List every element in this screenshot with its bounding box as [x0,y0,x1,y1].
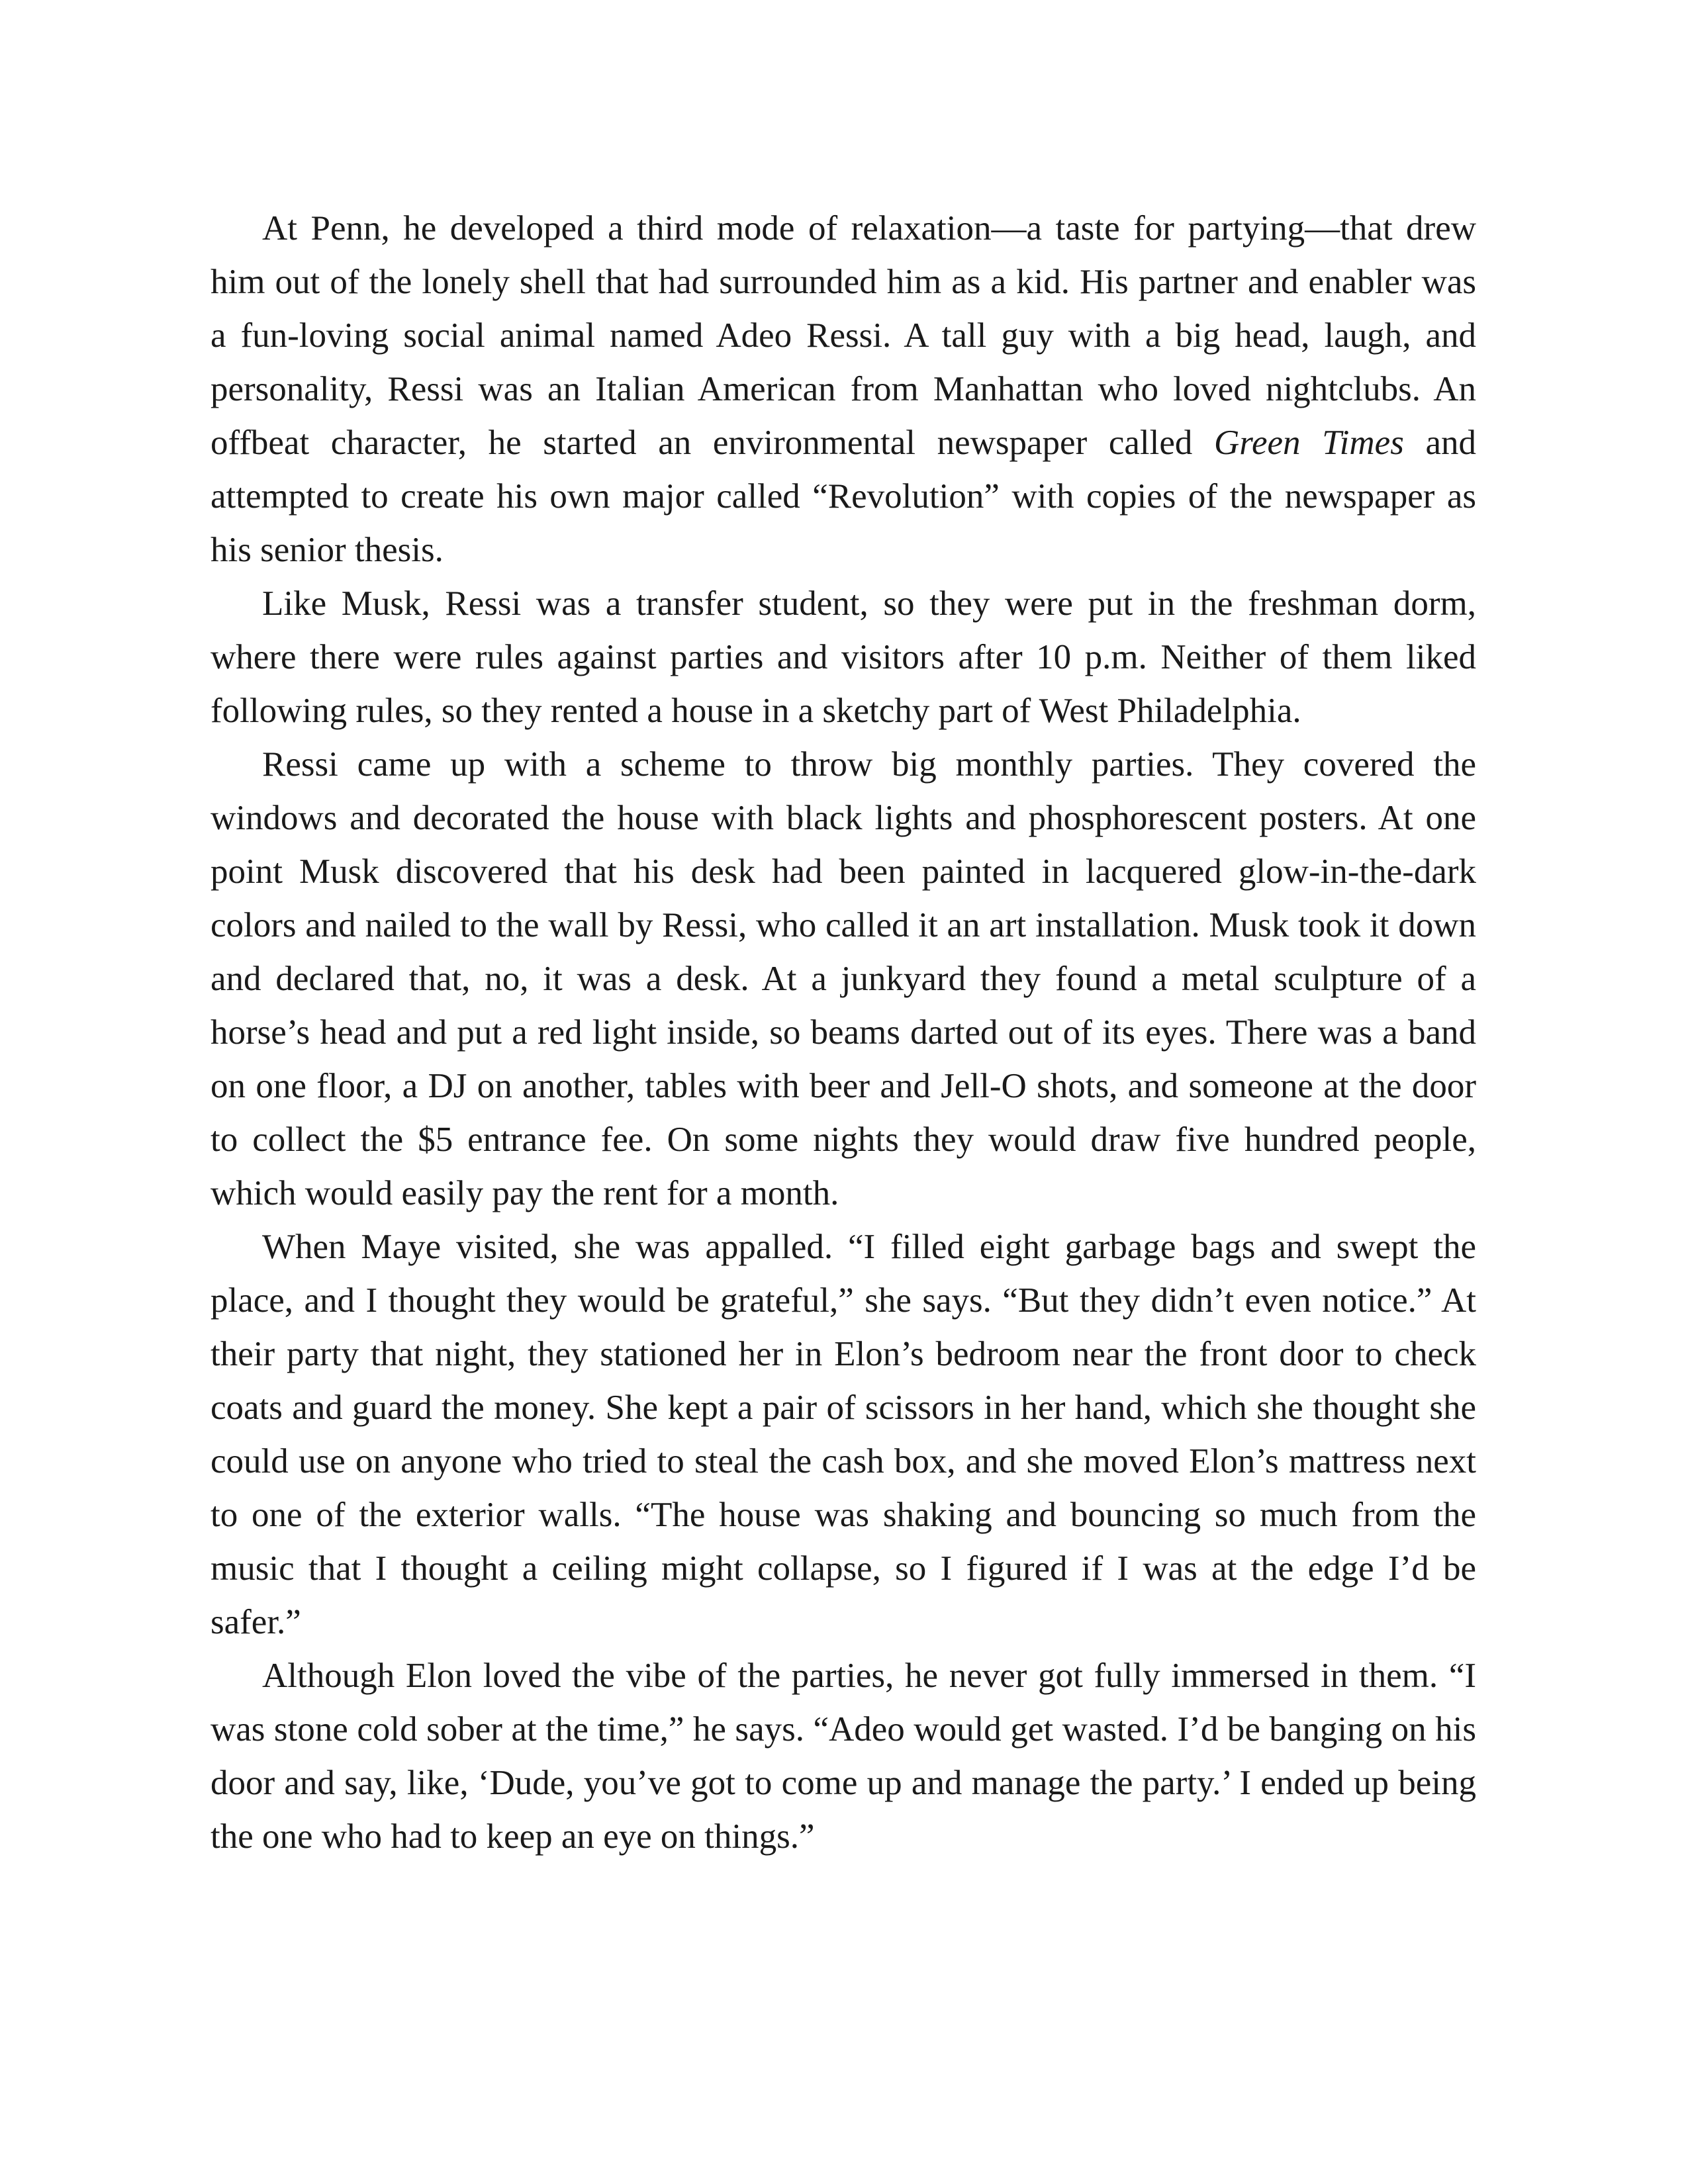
paragraph-1-text-b: and attempted to create his own major called “Revolution” with copies of the newspaper as his senior thesis. [211,424,1476,569]
paragraph-2: Like Musk, Ressi was a transfer student, so they were put in the freshman dorm, where there were rules against parties and visitors after 10 p.m. Neither of them liked following rules, so they rented a house in a sketchy part of West Philadelphia. [211,584,1476,730]
paragraph-1 [211,202,1476,577]
paragraph-3: Ressi came up with a scheme to throw big monthly parties. They covered the windows and decorated the house with black lights and phosphorescent posters. At one point Musk discovered that his desk had been painted in lacquered glow-in-the-dark colors and nailed to the wall by Ressi, who called it an art installation. Musk took it down and declared that, no, it was a desk. At a junkyard they found a metal sculpture of a horse’s head and put a red light inside, so beams darted out of its eyes. There was a band on one floor, a DJ on another, tables with beer and Jell-O shots, and someone at the door to collect the $5 entrance fee. On some nights they would draw five hundred people, which would easily pay the rent for a month. [211,745,1476,1212]
paragraph-5: Although Elon loved the vibe of the parties, he never got fully immersed in them. “I was stone cold sober at the time,” he says. “Adeo would get wasted. I’d be banging on his door and say, like, ‘Dude, you’ve got to come up and manage the party.’ I ended up being the one who had to keep an eye on things.” [211,1657,1476,1856]
paragraph-4: When Maye visited, she was appalled. “I filled eight garbage bags and swept the place, and I thought they would be grateful,” she says. “But they didn’t even notice.” At their party that night, they stationed her in Elon’s bedroom near the front door to check coats and guard the money. She kept a pair of scissors in her hand, which she thought she could use on anyone who tried to steal the cash box, and she moved Elon’s mattress next to one of the exterior walls. “The house was shaking and bouncing so much from the music that I thought a ceiling might collapse, so I figured if I was at the edge I’d be safer.” [211,1228,1476,1641]
newspaper-title-italic: Green Times [1214,424,1404,462]
body-text [211,202,1476,1864]
paragraph-1-text-a: At Penn, he developed a third mode of relaxation—a taste for partying—that drew him out of the lonely shell that had surrounded him as a kid. His partner and enabler was a fun-loving social animal named Adeo Ressi. A tall guy with a big head, laugh, and personality, Ressi was an Italian American from Manhattan who loved nightclubs. An offbeat character, he started an environmental newspaper called [211,209,1476,462]
